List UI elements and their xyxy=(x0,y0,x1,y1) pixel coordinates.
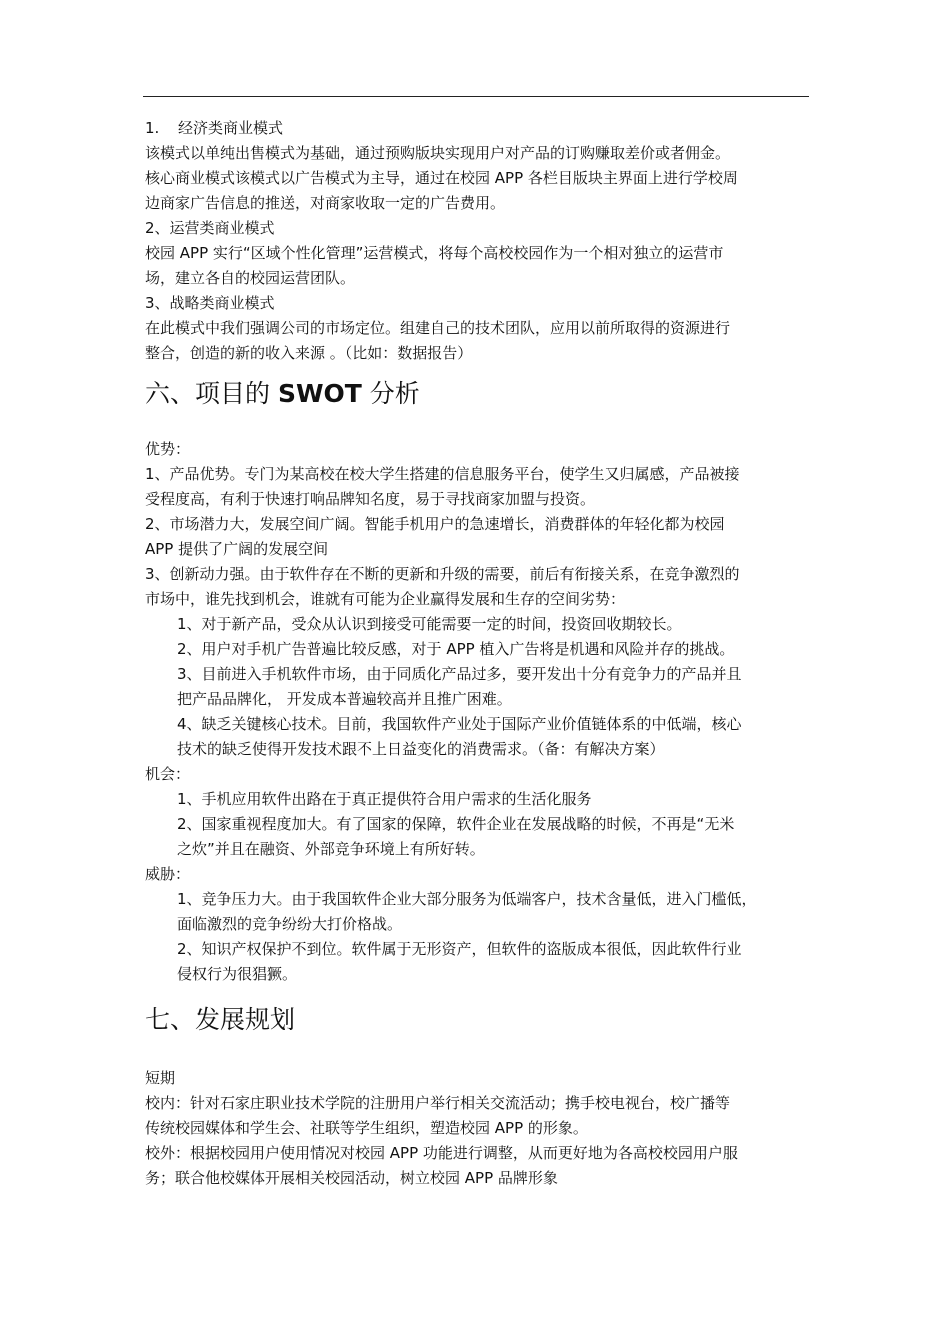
paragraph: 边商家广告信息的推送，对商家收取一定的广告费用。 xyxy=(145,194,506,212)
threat-item: 侵权行为很猖獗。 xyxy=(177,965,298,983)
paragraph: 2、市场潜力大，发展空间广阔。智能手机用户的急速增长，消费群体的年轻化都为校园 xyxy=(145,515,725,533)
paragraph: 校园 APP 实行“区域个性化管理”运营模式，将每个高校校园作为一个相对独立的运营市 xyxy=(145,244,724,262)
weakness-item: 把产品品牌化， 开发成本普遍较高并且推广困难。 xyxy=(177,690,512,708)
threats-label: 威胁： xyxy=(145,865,191,883)
weakness-item: 技术的缺乏使得开发技术跟不上日益变化的消费需求。（备：有解决方案） xyxy=(177,740,665,758)
header-rule xyxy=(143,96,809,97)
threat-item: 2、知识产权保护不到位。软件属于无形资产，但软件的盗版成本很低，因此软件行业 xyxy=(177,940,742,958)
paragraph: 受程度高，有利于快速打响品牌知名度，易于寻找商家加盟与投资。 xyxy=(145,490,596,508)
threat-item: 1、竞争压力大。由于我国软件企业大部分服务为低端客户，技术含量低，进入门槛低， xyxy=(177,890,757,908)
document-body xyxy=(145,116,813,1191)
paragraph: 核心商业模式该模式以广告模式为主导，通过在校园 APP 各栏目版块主界面上进行学校周 xyxy=(145,169,738,187)
short-term-label: 短期 xyxy=(145,1069,176,1087)
paragraph: 市场中，谁先找到机会，谁就有可能为企业赢得发展和生存的空间劣势： xyxy=(145,590,626,608)
business-model-item-3-title: 3、战略类商业模式 xyxy=(145,294,275,312)
weakness-item: 3、目前进入手机软件市场，由于同质化产品过多，要开发出十分有竞争力的产品并且 xyxy=(177,665,742,683)
business-model-item-1-title xyxy=(145,116,813,141)
list-number: 1. xyxy=(145,119,160,137)
paragraph: 传统校园媒体和学生会、社联等学生组织，塑造校园 APP 的形象。 xyxy=(145,1119,588,1137)
opportunity-item: 2、国家重视程度加大。有了国家的保障，软件企业在发展战略的时候，不再是“无米 xyxy=(177,815,735,833)
threat-item: 面临激烈的竞争纷纷大打价格战。 xyxy=(177,915,403,933)
development-plan-heading: 七、发展规划 xyxy=(145,1005,296,1034)
paragraph: 务；联合他校媒体开展相关校园活动，树立校园 APP 品牌形象 xyxy=(145,1169,558,1187)
paragraph: 整合，创造的新的收入来源 。（比如：数据报告） xyxy=(145,344,473,362)
weakness-item: 4、缺乏关键核心技术。目前，我国软件产业处于国际产业价值链体系的中低端，核心 xyxy=(177,715,742,733)
paragraph: 3、创新动力强。由于软件存在不断的更新和升级的需要，前后有衔接关系，在竞争激烈的 xyxy=(145,565,740,583)
business-model-item-2-title: 2、运营类商业模式 xyxy=(145,219,275,237)
paragraph: 校外：根据校园用户使用情况对校园 APP 功能进行调整，从而更好地为各高校校园用户服 xyxy=(145,1144,738,1162)
opportunities-label: 机会： xyxy=(145,765,191,783)
paragraph: 场，建立各自的校园运营团队。 xyxy=(145,269,356,287)
list-title: 经济类商业模式 xyxy=(178,119,284,137)
strengths-label: 优势： xyxy=(145,440,191,458)
paragraph: 该模式以单纯出售模式为基础，通过预购版块实现用户对产品的订购赚取差价或者佣金。 xyxy=(145,144,731,162)
paragraph: 校内：针对石家庄职业技术学院的注册用户举行相关交流活动；携手校电视台，校广播等 xyxy=(145,1094,731,1112)
opportunity-item: 1、手机应用软件出路在于真正提供符合用户需求的生活化服务 xyxy=(177,790,592,808)
opportunity-item: 之炊”并且在融资、外部竞争环境上有所好转。 xyxy=(177,840,485,858)
paragraph: 在此模式中我们强调公司的市场定位。组建自己的技术团队，应用以前所取得的资源进行 xyxy=(145,319,731,337)
paragraph: APP 提供了广阔的发展空间 xyxy=(145,540,329,558)
heading-bold-text: SWOT xyxy=(277,379,362,408)
weakness-item: 1、对于新产品，受众从认识到接受可能需要一定的时间，投资回收期较长。 xyxy=(177,615,682,633)
swot-heading xyxy=(145,376,813,412)
weakness-item: 2、用户对手机广告普遍比较反感，对于 APP 植入广告将是机遇和风险并存的挑战。 xyxy=(177,640,735,658)
paragraph: 1、产品优势。专门为某高校在校大学生搭建的信息服务平台，使学生又归属感，产品被接 xyxy=(145,465,740,483)
heading-text: 六、项目的 xyxy=(145,379,278,408)
heading-text: 分析 xyxy=(361,379,420,408)
